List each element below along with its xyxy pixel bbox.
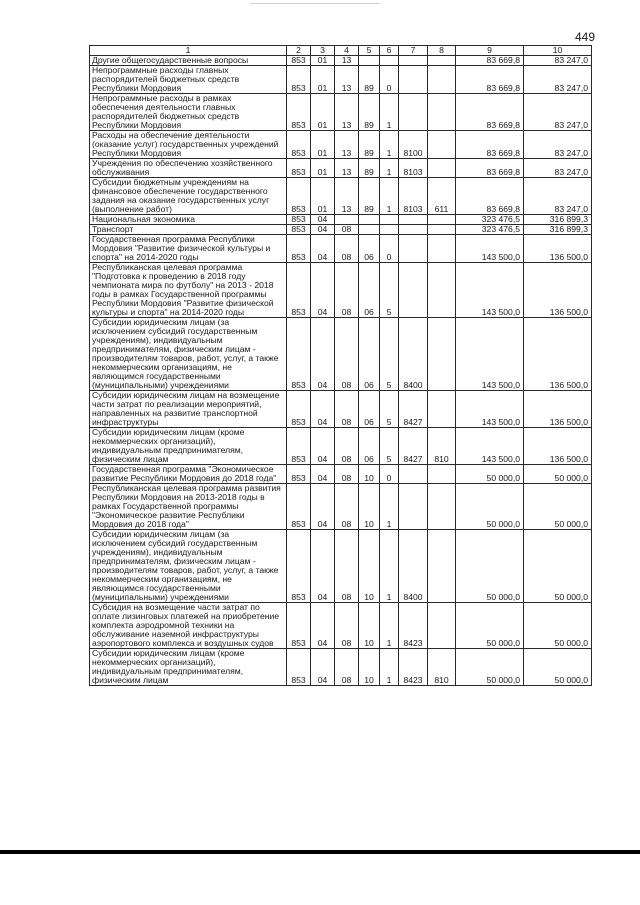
article-code bbox=[399, 56, 428, 66]
subsection-code: 13 bbox=[335, 66, 359, 94]
program-code: 89 bbox=[359, 66, 380, 94]
amount-col-9: 83 669,8 bbox=[456, 131, 524, 159]
section-code: 01 bbox=[311, 159, 335, 178]
expense-type-code bbox=[428, 225, 456, 235]
scan-border-line bbox=[0, 850, 640, 854]
subprogram-code: 1 bbox=[380, 649, 399, 686]
amount-col-9: 50 000,0 bbox=[456, 649, 524, 686]
section-code: 01 bbox=[311, 94, 335, 131]
header-cell: 5 bbox=[359, 46, 380, 56]
amount-col-10: 136 500,0 bbox=[524, 235, 592, 263]
amount-col-10: 83 247,0 bbox=[524, 66, 592, 94]
expense-type-code: 810 bbox=[428, 649, 456, 686]
section-code: 04 bbox=[311, 225, 335, 235]
article-code bbox=[399, 263, 428, 318]
section-code: 04 bbox=[311, 318, 335, 391]
program-code: 10 bbox=[359, 649, 380, 686]
table-row bbox=[90, 484, 592, 530]
header-cell: 1 bbox=[90, 46, 287, 56]
kvsr-code: 853 bbox=[287, 391, 311, 428]
article-code bbox=[399, 215, 428, 225]
subprogram-code: 1 bbox=[380, 484, 399, 530]
amount-col-9: 143 500,0 bbox=[456, 235, 524, 263]
row-name: Государственная программа "Экономическое развитие Республики Мордовия до 2018 года" bbox=[90, 465, 287, 484]
section-code: 04 bbox=[311, 263, 335, 318]
expense-type-code bbox=[428, 391, 456, 428]
program-code: 89 bbox=[359, 178, 380, 215]
program-code: 06 bbox=[359, 318, 380, 391]
kvsr-code: 853 bbox=[287, 428, 311, 465]
row-name: Субсидия на возмещение части затрат по оплате лизинговых платежей на приобретение комплекта аэродромной техники на обслуживание наземной инфраструктуры аэропортового комплекса и воздушных судов bbox=[90, 603, 287, 649]
article-code: 8400 bbox=[399, 530, 428, 603]
table-row bbox=[90, 178, 592, 215]
amount-col-10: 50 000,0 bbox=[524, 649, 592, 686]
expense-type-code bbox=[428, 465, 456, 484]
amount-col-10: 83 247,0 bbox=[524, 56, 592, 66]
program-code bbox=[359, 56, 380, 66]
kvsr-code: 853 bbox=[287, 530, 311, 603]
kvsr-code: 853 bbox=[287, 235, 311, 263]
subprogram-code: 1 bbox=[380, 159, 399, 178]
row-name: Государственная программа Республики Мордовия "Развитие физической культуры и спорта" на 2014-2020 годы bbox=[90, 235, 287, 263]
subprogram-code bbox=[380, 56, 399, 66]
kvsr-code: 853 bbox=[287, 94, 311, 131]
subsection-code bbox=[335, 215, 359, 225]
amount-col-9: 323 476,5 bbox=[456, 215, 524, 225]
expense-type-code bbox=[428, 159, 456, 178]
scan-smudge bbox=[250, 3, 380, 4]
table-row bbox=[90, 159, 592, 178]
subsection-code: 08 bbox=[335, 235, 359, 263]
amount-col-9: 143 500,0 bbox=[456, 391, 524, 428]
subprogram-code: 0 bbox=[380, 465, 399, 484]
subprogram-code: 1 bbox=[380, 530, 399, 603]
kvsr-code: 853 bbox=[287, 649, 311, 686]
subprogram-code: 1 bbox=[380, 131, 399, 159]
subprogram-code: 1 bbox=[380, 603, 399, 649]
article-code bbox=[399, 465, 428, 484]
row-name: Расходы на обеспечение деятельности (оказание услуг) государственных учреждений Республики Мордовия bbox=[90, 131, 287, 159]
program-code: 10 bbox=[359, 530, 380, 603]
table-row bbox=[90, 649, 592, 686]
table-row bbox=[90, 235, 592, 263]
expense-type-code bbox=[428, 94, 456, 131]
amount-col-10: 50 000,0 bbox=[524, 465, 592, 484]
amount-col-9: 50 000,0 bbox=[456, 484, 524, 530]
amount-col-9: 83 669,8 bbox=[456, 159, 524, 178]
subprogram-code: 1 bbox=[380, 94, 399, 131]
kvsr-code: 853 bbox=[287, 66, 311, 94]
amount-col-10: 136 500,0 bbox=[524, 263, 592, 318]
subsection-code: 13 bbox=[335, 56, 359, 66]
section-code: 04 bbox=[311, 465, 335, 484]
section-code: 04 bbox=[311, 235, 335, 263]
subprogram-code bbox=[380, 215, 399, 225]
article-code: 8427 bbox=[399, 428, 428, 465]
kvsr-code: 853 bbox=[287, 484, 311, 530]
header-cell: 2 bbox=[287, 46, 311, 56]
amount-col-9: 50 000,0 bbox=[456, 530, 524, 603]
amount-col-10: 83 247,0 bbox=[524, 94, 592, 131]
subsection-code: 08 bbox=[335, 391, 359, 428]
program-code bbox=[359, 225, 380, 235]
header-cell: 3 bbox=[311, 46, 335, 56]
expense-type-code bbox=[428, 530, 456, 603]
section-code: 04 bbox=[311, 530, 335, 603]
table-row bbox=[90, 530, 592, 603]
program-code bbox=[359, 215, 380, 225]
expense-type-code: 810 bbox=[428, 428, 456, 465]
row-name: Субсидии юридическим лицам на возмещение части затрат по реализации мероприятий, направленных на развитие транспортной инфраструктуры bbox=[90, 391, 287, 428]
header-cell: 8 bbox=[428, 46, 456, 56]
header-cell: 9 bbox=[456, 46, 524, 56]
expense-type-code bbox=[428, 235, 456, 263]
program-code: 10 bbox=[359, 484, 380, 530]
table-row bbox=[90, 465, 592, 484]
page-number: 449 bbox=[575, 30, 596, 44]
article-code bbox=[399, 94, 428, 131]
section-code: 04 bbox=[311, 215, 335, 225]
amount-col-10: 136 500,0 bbox=[524, 391, 592, 428]
subsection-code: 08 bbox=[335, 484, 359, 530]
section-code: 01 bbox=[311, 66, 335, 94]
row-name: Непрограммные расходы главных распорядителей бюджетных средств Республики Мордовия bbox=[90, 66, 287, 94]
section-code: 04 bbox=[311, 428, 335, 465]
row-name: Субсидии бюджетным учреждениям на финансовое обеспечение государственного задания на оказание государственных услуг (выполнение работ) bbox=[90, 178, 287, 215]
program-code: 89 bbox=[359, 131, 380, 159]
subsection-code: 13 bbox=[335, 94, 359, 131]
expense-type-code bbox=[428, 131, 456, 159]
amount-col-10: 83 247,0 bbox=[524, 178, 592, 215]
subsection-code: 13 bbox=[335, 131, 359, 159]
header-row bbox=[90, 46, 592, 56]
kvsr-code: 853 bbox=[287, 131, 311, 159]
article-code bbox=[399, 235, 428, 263]
subsection-code: 08 bbox=[335, 428, 359, 465]
section-code: 01 bbox=[311, 178, 335, 215]
table-row bbox=[90, 94, 592, 131]
amount-col-9: 323 476,5 bbox=[456, 225, 524, 235]
expense-type-code bbox=[428, 215, 456, 225]
article-code: 8100 bbox=[399, 131, 428, 159]
article-code: 8400 bbox=[399, 318, 428, 391]
subprogram-code: 5 bbox=[380, 428, 399, 465]
amount-col-9: 83 669,8 bbox=[456, 56, 524, 66]
amount-col-9: 50 000,0 bbox=[456, 465, 524, 484]
table-row bbox=[90, 66, 592, 94]
section-code: 04 bbox=[311, 484, 335, 530]
section-code: 01 bbox=[311, 131, 335, 159]
article-code bbox=[399, 484, 428, 530]
subsection-code: 08 bbox=[335, 649, 359, 686]
amount-col-10: 316 899,3 bbox=[524, 225, 592, 235]
header-cell: 4 bbox=[335, 46, 359, 56]
article-code: 8427 bbox=[399, 391, 428, 428]
program-code: 89 bbox=[359, 94, 380, 131]
amount-col-9: 143 500,0 bbox=[456, 263, 524, 318]
kvsr-code: 853 bbox=[287, 56, 311, 66]
article-code bbox=[399, 225, 428, 235]
subsection-code: 08 bbox=[335, 225, 359, 235]
amount-col-9: 83 669,8 bbox=[456, 66, 524, 94]
program-code: 89 bbox=[359, 159, 380, 178]
amount-col-10: 316 899,3 bbox=[524, 215, 592, 225]
expense-type-code bbox=[428, 56, 456, 66]
amount-col-10: 136 500,0 bbox=[524, 428, 592, 465]
row-name: Транспорт bbox=[90, 225, 287, 235]
row-name: Республиканская целевая программа развития Республики Мордовия на 2013-2018 годы в рамках Государственной программы "Экономическое развитие Республики Мордовия до 2018 года" bbox=[90, 484, 287, 530]
row-name: Учреждения по обеспечению хозяйственного обслуживания bbox=[90, 159, 287, 178]
budget-table bbox=[89, 45, 592, 686]
amount-col-10: 83 247,0 bbox=[524, 131, 592, 159]
subprogram-code: 0 bbox=[380, 235, 399, 263]
subsection-code: 08 bbox=[335, 603, 359, 649]
section-code: 04 bbox=[311, 649, 335, 686]
article-code: 8423 bbox=[399, 649, 428, 686]
amount-col-9: 143 500,0 bbox=[456, 428, 524, 465]
table-row bbox=[90, 131, 592, 159]
program-code: 10 bbox=[359, 465, 380, 484]
amount-col-10: 50 000,0 bbox=[524, 530, 592, 603]
program-code: 06 bbox=[359, 235, 380, 263]
expense-type-code bbox=[428, 484, 456, 530]
subprogram-code: 5 bbox=[380, 318, 399, 391]
subprogram-code bbox=[380, 225, 399, 235]
kvsr-code: 853 bbox=[287, 603, 311, 649]
header-cell: 7 bbox=[399, 46, 428, 56]
header-cell: 6 bbox=[380, 46, 399, 56]
row-name: Другие общегосударственные вопросы bbox=[90, 56, 287, 66]
row-name: Республиканская целевая программа "Подготовка к проведению в 2018 году чемпионата мира по футболу" на 2013 - 2018 годы в рамках Государственной программы Республики Мордовия "Развитие физической культуры и спорта" на 2014-2020 годы bbox=[90, 263, 287, 318]
subsection-code: 08 bbox=[335, 465, 359, 484]
expense-type-code: 611 bbox=[428, 178, 456, 215]
amount-col-10: 83 247,0 bbox=[524, 159, 592, 178]
kvsr-code: 853 bbox=[287, 465, 311, 484]
table-row bbox=[90, 603, 592, 649]
table-row bbox=[90, 215, 592, 225]
article-code: 8103 bbox=[399, 178, 428, 215]
expense-type-code bbox=[428, 263, 456, 318]
kvsr-code: 853 bbox=[287, 263, 311, 318]
row-name: Субсидии юридическим лицам (за исключением субсидий государственным учреждениям), индивидуальным предпринимателям, физическим лицам - производителям товаров, работ, услуг, а также некоммерческим организациям, не являющимся государственными (муниципальными) учреждениями bbox=[90, 530, 287, 603]
subsection-code: 08 bbox=[335, 318, 359, 391]
table-header bbox=[90, 46, 592, 56]
article-code: 8103 bbox=[399, 159, 428, 178]
kvsr-code: 853 bbox=[287, 318, 311, 391]
table-row bbox=[90, 56, 592, 66]
amount-col-10: 50 000,0 bbox=[524, 484, 592, 530]
table-row bbox=[90, 263, 592, 318]
program-code: 10 bbox=[359, 603, 380, 649]
table-row bbox=[90, 391, 592, 428]
subsection-code: 13 bbox=[335, 178, 359, 215]
subprogram-code: 5 bbox=[380, 391, 399, 428]
kvsr-code: 853 bbox=[287, 178, 311, 215]
program-code: 06 bbox=[359, 428, 380, 465]
row-name: Субсидии юридическим лицам (за исключением субсидий государственным учреждениям), индивидуальным предпринимателям, физическим лицам - производителям товаров, работ, услуг, а также некоммерческим организациям, не являющимся государственными (муниципальными) учреждениями bbox=[90, 318, 287, 391]
amount-col-9: 143 500,0 bbox=[456, 318, 524, 391]
subsection-code: 08 bbox=[335, 263, 359, 318]
header-cell: 10 bbox=[524, 46, 592, 56]
expense-type-code bbox=[428, 603, 456, 649]
section-code: 04 bbox=[311, 603, 335, 649]
amount-col-9: 83 669,8 bbox=[456, 94, 524, 131]
amount-col-10: 136 500,0 bbox=[524, 318, 592, 391]
subprogram-code: 1 bbox=[380, 178, 399, 215]
section-code: 01 bbox=[311, 56, 335, 66]
row-name: Непрограммные расходы в рамках обеспечения деятельности главных распорядителей бюджетных средств Республики Мордовия bbox=[90, 94, 287, 131]
expense-type-code bbox=[428, 318, 456, 391]
row-name: Субсидии юридическим лицам (кроме некоммерческих организаций), индивидуальным предпринимателям, физическим лицам bbox=[90, 649, 287, 686]
table-row bbox=[90, 225, 592, 235]
row-name: Национальная экономика bbox=[90, 215, 287, 225]
expense-type-code bbox=[428, 66, 456, 94]
program-code: 06 bbox=[359, 263, 380, 318]
subsection-code: 13 bbox=[335, 159, 359, 178]
article-code bbox=[399, 66, 428, 94]
subprogram-code: 5 bbox=[380, 263, 399, 318]
program-code: 06 bbox=[359, 391, 380, 428]
article-code: 8423 bbox=[399, 603, 428, 649]
table-row bbox=[90, 318, 592, 391]
table-body bbox=[90, 56, 592, 686]
subprogram-code: 0 bbox=[380, 66, 399, 94]
amount-col-10: 50 000,0 bbox=[524, 603, 592, 649]
amount-col-9: 50 000,0 bbox=[456, 603, 524, 649]
amount-col-9: 83 669,8 bbox=[456, 178, 524, 215]
kvsr-code: 853 bbox=[287, 159, 311, 178]
table-row bbox=[90, 428, 592, 465]
row-name: Субсидии юридическим лицам (кроме некоммерческих организаций), индивидуальным предпринимателям, физическим лицам bbox=[90, 428, 287, 465]
section-code: 04 bbox=[311, 391, 335, 428]
kvsr-code: 853 bbox=[287, 225, 311, 235]
kvsr-code: 853 bbox=[287, 215, 311, 225]
subsection-code: 08 bbox=[335, 530, 359, 603]
